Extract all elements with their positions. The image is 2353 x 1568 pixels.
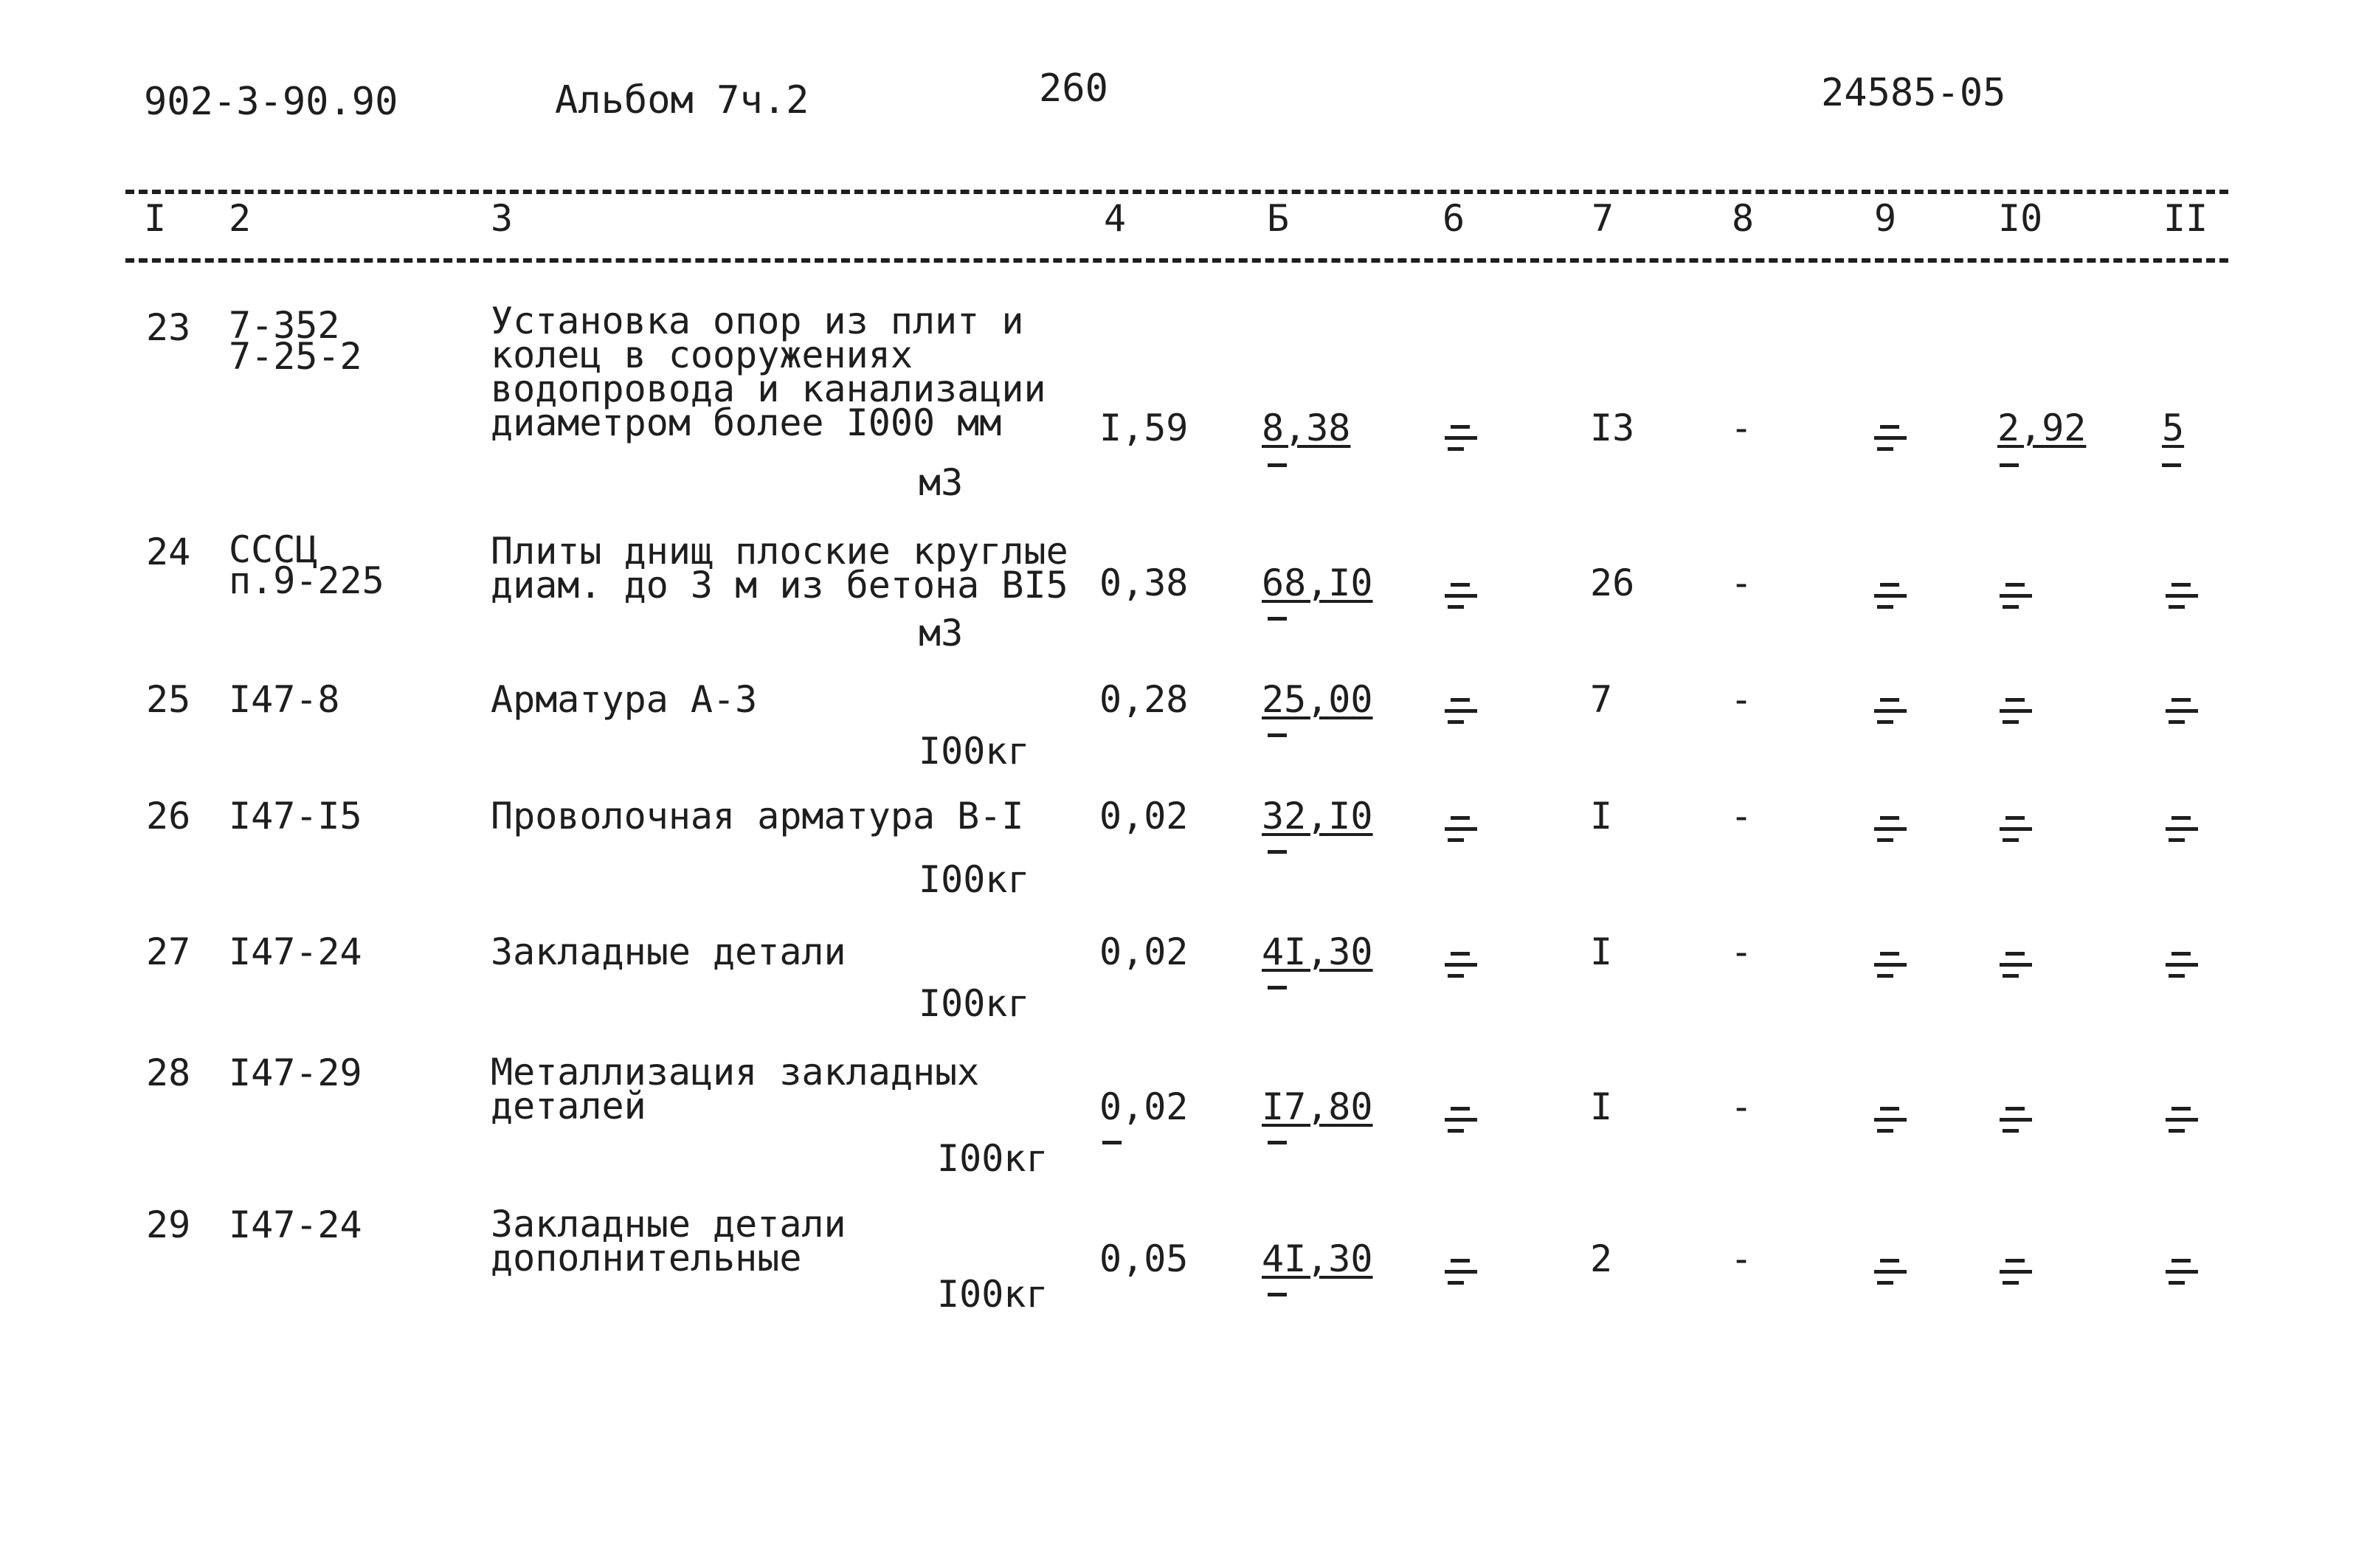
work-description: Установка опор из плит и колец в сооружениях водопровода и канализации диаметром более I000 мм xyxy=(491,300,1046,444)
unit-label: I00кг xyxy=(919,730,1030,773)
dash-mark xyxy=(1268,1293,1287,1296)
col8-value: - xyxy=(1730,562,1753,604)
dash-stack-col11 xyxy=(2166,698,2198,731)
row-number: 23 xyxy=(146,306,191,349)
unit-price-value: 25,00 xyxy=(1262,678,1373,721)
dash-stack-col10 xyxy=(2000,1259,2032,1292)
col8-value: - xyxy=(1730,407,1753,449)
unit-price-value: I7,80 xyxy=(1262,1085,1373,1128)
work-description: Арматура А-3 xyxy=(491,678,758,721)
row-number: 24 xyxy=(146,531,191,573)
work-description: Плиты днищ плоские круглые диам. до 3 м из бетона BI5 xyxy=(491,530,1068,607)
col7-value: I xyxy=(1590,1085,1613,1128)
dash-mark xyxy=(2162,463,2181,467)
unit-label: I00кг xyxy=(919,858,1030,901)
dash-mark xyxy=(1268,1141,1287,1144)
quantity-value: 0,02 xyxy=(1099,1085,1189,1128)
dash-stack-col6 xyxy=(1445,816,1477,849)
norm-code: I47-24 xyxy=(229,930,362,973)
unit-price-value: 4I,30 xyxy=(1262,1237,1373,1280)
col8-value: - xyxy=(1730,1237,1753,1280)
dash-stack-col6 xyxy=(1445,425,1477,458)
col-header-7: 7 xyxy=(1592,197,1614,240)
col10-value: 2,92 xyxy=(1997,407,2087,449)
quantity-value: 0,38 xyxy=(1099,562,1189,604)
col-header-6: 6 xyxy=(1442,197,1465,240)
col-header-3: 3 xyxy=(491,197,514,240)
unit-label: м3 xyxy=(919,461,964,504)
norm-code: I47-24 xyxy=(229,1203,362,1246)
dash-stack-col11 xyxy=(2166,583,2198,616)
quantity-value: 0,02 xyxy=(1099,930,1189,973)
col8-value: - xyxy=(1730,1085,1753,1128)
work-description: Металлизация закладных деталей xyxy=(491,1051,980,1127)
dash-stack-col9 xyxy=(1874,425,1907,458)
dash-stack-col10 xyxy=(2000,816,2032,849)
document-code: 902-3-90.90 xyxy=(144,80,398,124)
dash-mark xyxy=(2000,463,2019,467)
quantity-value: I,59 xyxy=(1099,407,1189,449)
dash-stack-col9 xyxy=(1874,1259,1907,1292)
dash-stack-col10 xyxy=(2000,1107,2032,1140)
col7-value: I3 xyxy=(1590,407,1635,449)
col7-value: I xyxy=(1590,795,1613,837)
dash-stack-col10 xyxy=(2000,952,2032,985)
norm-code: I47-29 xyxy=(229,1051,362,1094)
unit-price-value: 4I,30 xyxy=(1262,930,1373,973)
dash-stack-col6 xyxy=(1445,583,1477,616)
dash-mark xyxy=(1268,986,1287,990)
quantity-value: 0,28 xyxy=(1099,678,1189,721)
norm-code: 7-352 7-25-2 xyxy=(229,304,362,378)
col7-value: 7 xyxy=(1590,678,1613,721)
norm-code: I47-8 xyxy=(229,678,340,721)
work-description: Закладные детали xyxy=(491,930,846,973)
unit-price-value: 32,I0 xyxy=(1262,795,1373,837)
dash-stack-col9 xyxy=(1874,1107,1907,1140)
col7-value: 26 xyxy=(1590,562,1635,604)
unit-price-value: 8,38 xyxy=(1262,407,1351,449)
col-header-9: 9 xyxy=(1874,197,1897,240)
col-header-11: II xyxy=(2163,197,2208,240)
dash-mark xyxy=(1268,850,1287,854)
dash-stack-col9 xyxy=(1874,583,1907,616)
quantity-value: 0,02 xyxy=(1099,795,1189,837)
dash-stack-col6 xyxy=(1445,952,1477,985)
album-label: Альбом 7ч.2 xyxy=(555,78,809,122)
dash-stack-col11 xyxy=(2166,816,2198,849)
dash-stack-col9 xyxy=(1874,816,1907,849)
dash-stack-col6 xyxy=(1445,1259,1477,1292)
unit-label: I00кг xyxy=(919,982,1030,1025)
col-header-4: 4 xyxy=(1104,197,1127,240)
col-header-8: 8 xyxy=(1732,197,1755,240)
work-description: Проволочная арматура B-I xyxy=(491,795,1024,837)
page-number: 260 xyxy=(1039,66,1108,111)
dash-stack-col6 xyxy=(1445,1107,1477,1140)
col8-value: - xyxy=(1730,678,1753,721)
dash-stack-col10 xyxy=(2000,583,2032,616)
col8-value: - xyxy=(1730,930,1753,973)
dash-stack-col9 xyxy=(1874,952,1907,985)
col7-value: I xyxy=(1590,930,1613,973)
dash-mark xyxy=(1268,463,1287,467)
col11-value: 5 xyxy=(2162,407,2185,449)
header-top-rule xyxy=(125,190,2228,194)
row-number: 26 xyxy=(146,795,191,837)
row-number: 29 xyxy=(146,1203,191,1246)
dash-mark xyxy=(1102,1141,1122,1144)
quantity-value: 0,05 xyxy=(1099,1237,1189,1280)
col-header-1: I xyxy=(144,197,167,240)
dash-stack-col11 xyxy=(2166,1259,2198,1292)
dash-mark xyxy=(1268,617,1287,621)
unit-price-value: 68,I0 xyxy=(1262,562,1373,604)
row-number: 28 xyxy=(146,1051,191,1094)
dash-stack-col11 xyxy=(2166,952,2198,985)
col7-value: 2 xyxy=(1590,1237,1613,1280)
dash-stack-col6 xyxy=(1445,698,1477,731)
unit-label: I00кг xyxy=(937,1137,1048,1180)
col-header-5: Б xyxy=(1267,197,1290,240)
col8-value: - xyxy=(1730,795,1753,837)
dash-mark xyxy=(1268,733,1287,737)
unit-label: I00кг xyxy=(937,1273,1048,1316)
dash-stack-col10 xyxy=(2000,698,2032,731)
header-bottom-rule xyxy=(125,258,2228,263)
work-description: Закладные детали дополнительные xyxy=(491,1203,846,1279)
col-header-2: 2 xyxy=(229,197,252,240)
inventory-code: 24585-05 xyxy=(1821,71,2006,115)
col-header-10: I0 xyxy=(1998,197,2043,240)
row-number: 27 xyxy=(146,930,191,973)
norm-code: I47-I5 xyxy=(229,795,362,837)
row-number: 25 xyxy=(146,678,191,721)
dash-stack-col11 xyxy=(2166,1107,2198,1140)
unit-label: м3 xyxy=(919,612,964,655)
norm-code: СССЦ п.9-225 xyxy=(229,528,384,602)
dash-stack-col9 xyxy=(1874,698,1907,731)
